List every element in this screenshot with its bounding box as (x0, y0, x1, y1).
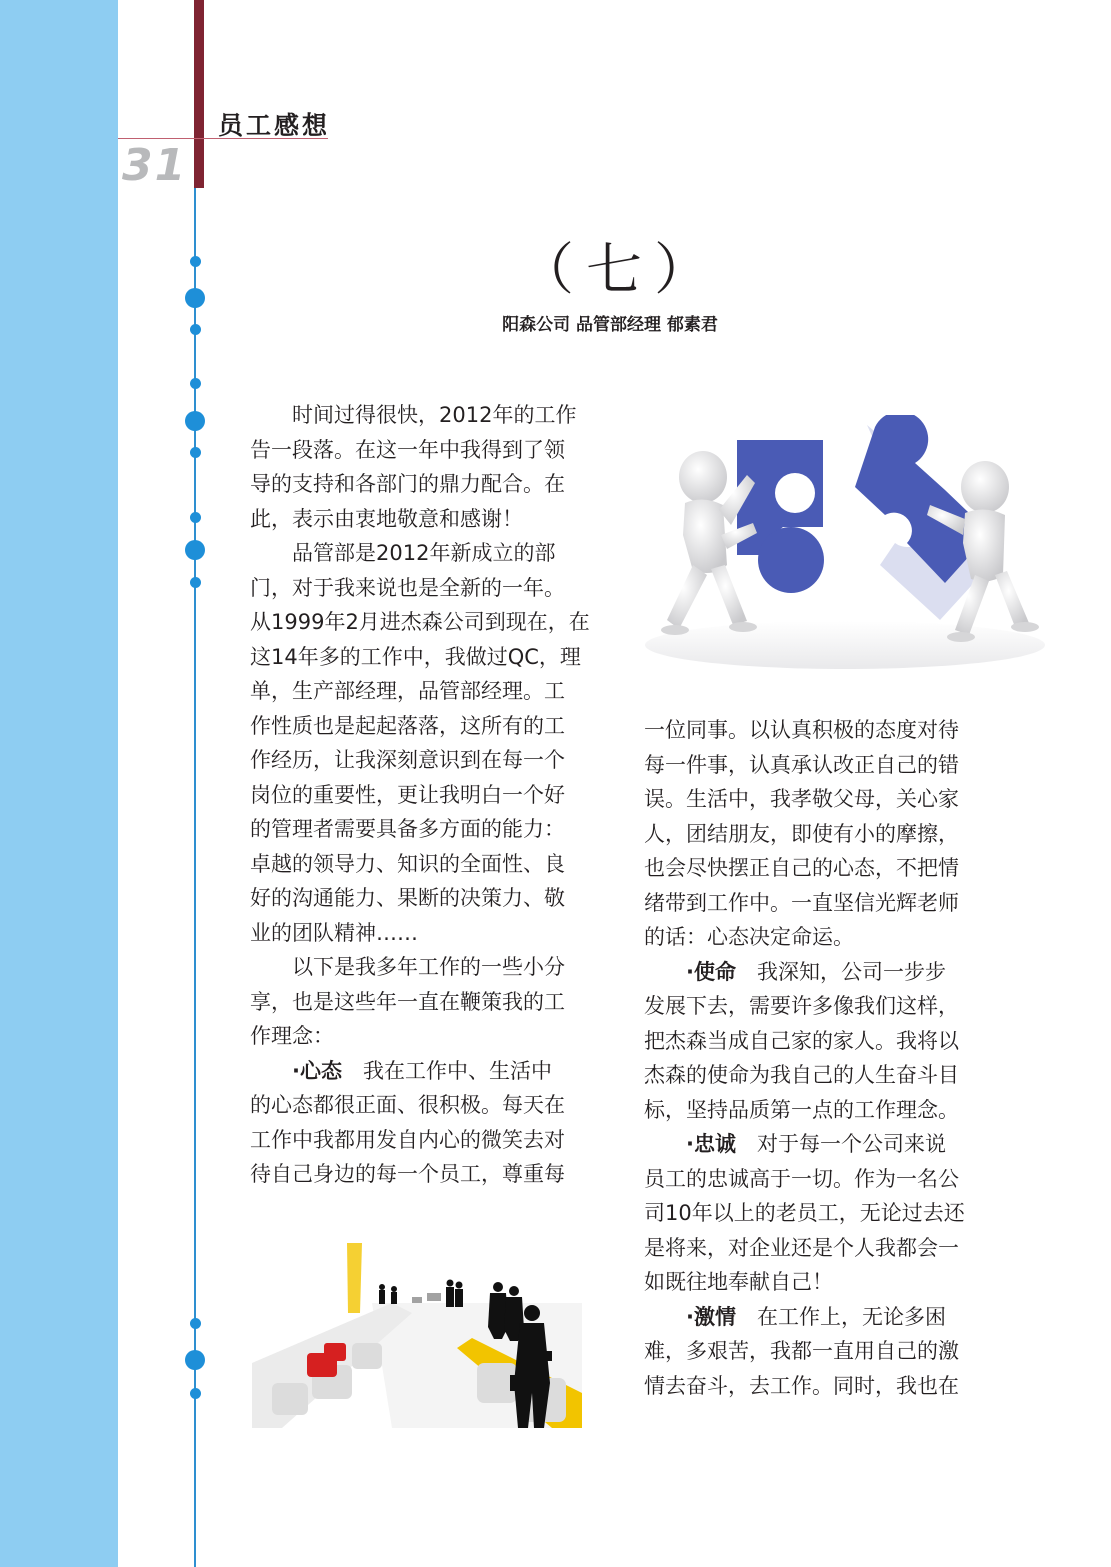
margin-dot-small (190, 1388, 201, 1399)
right-text-column (644, 713, 994, 1403)
margin-dot-large (185, 1350, 205, 1370)
line-text: 以下是我多年工作的一些小分 (292, 955, 565, 979)
section-title: 员工感想 (218, 111, 331, 140)
line-text: 单，生产部经理，品管部经理。工 (250, 679, 565, 703)
paragraph-line (644, 713, 994, 748)
paragraph-line (644, 886, 994, 921)
bullet-label: ·忠诚 (686, 1132, 736, 1156)
line-text: 我深知，公司一步步 (735, 959, 946, 984)
paragraph-line (250, 709, 602, 744)
paragraph-line (644, 1196, 994, 1231)
bullet-label: ·使命 (686, 959, 736, 984)
line-text: 杰森的使命为我自己的人生奋斗目 (644, 1063, 959, 1087)
line-text: 是将来，对企业还是个人我都会一 (644, 1235, 959, 1260)
margin-dot-large (185, 540, 205, 560)
paragraph-line (250, 536, 602, 571)
line-text: 的管理者需要具备多方面的能力： (250, 817, 565, 841)
paragraph-line (250, 950, 602, 985)
paragraph-line (250, 1157, 602, 1192)
paragraph-line (644, 920, 994, 955)
line-text: 作性质也是起起落落，这所有的工 (250, 713, 565, 738)
margin-dot-small (190, 378, 201, 389)
line-text: 享，也是这些年一直在鞭策我的工 (250, 989, 565, 1014)
paragraph-line (250, 985, 602, 1020)
paragraph-line (250, 433, 602, 468)
line-text: 工作中我都用发自内心的微笑去对 (250, 1127, 565, 1152)
line-text: 待自己身边的每一个员工，尊重每 (250, 1162, 565, 1186)
line-text: 门，对于我来说也是全新的一年。 (250, 575, 565, 600)
paragraph-line (644, 1369, 994, 1404)
paragraph-line (644, 851, 994, 886)
paragraph-line (250, 847, 602, 882)
margin-dot-small (190, 512, 201, 523)
page-number: 31 (122, 140, 188, 191)
paragraph-line (644, 1058, 994, 1093)
paragraph-line (250, 1088, 602, 1123)
line-text: 把杰森当成自己家的家人。我将以 (644, 1028, 959, 1053)
article-byline: 阳森公司 品管部经理 郁素君 (502, 315, 718, 335)
line-text: 在工作上，无论多困 (735, 1304, 946, 1329)
left-text-column (250, 398, 602, 1192)
margin-dot-large (185, 288, 205, 308)
paragraph-line (644, 1300, 994, 1335)
line-text: 也会尽快摆正自己的心态，不把情 (644, 856, 959, 880)
paragraph-line (250, 605, 602, 640)
paragraph-line (644, 1024, 994, 1059)
paragraph-line (250, 743, 602, 778)
paragraph-line (250, 812, 602, 847)
puzzle-figures-illustration (645, 415, 1045, 670)
paragraph-line (644, 1265, 994, 1300)
paragraph-line (644, 1127, 994, 1162)
header-accent-bar (194, 0, 204, 188)
line-text: 业的团队精神…… (250, 920, 418, 945)
paragraph-line (250, 778, 602, 813)
paragraph-line (250, 674, 602, 709)
line-text: 误。生活中，我孝敬父母，关心家 (644, 787, 959, 811)
paragraph-line (250, 502, 602, 537)
paragraph-line (250, 640, 602, 675)
paragraph-line (644, 1093, 994, 1128)
left-sidebar-band (0, 0, 118, 1567)
paragraph-line (250, 1019, 602, 1054)
paragraph-line (250, 398, 602, 433)
margin-dot-small (190, 1318, 201, 1329)
line-text: 人，团结朋友，即使有小的摩擦， (644, 821, 959, 846)
paragraph-line (250, 571, 602, 606)
line-text: 情去奋斗，去工作。同时，我也在 (644, 1373, 959, 1398)
paragraph-line (250, 467, 602, 502)
margin-dot-large (185, 411, 205, 431)
line-text: 难，多艰苦，我都一直用自己的激 (644, 1339, 959, 1363)
line-text: 这14年多的工作中，我做过QC，理 (250, 644, 581, 669)
line-text: 司10年以上的老员工，无论过去还 (644, 1201, 965, 1225)
line-text: 对于每一个公司来说 (735, 1132, 946, 1156)
paragraph-line (250, 881, 602, 916)
margin-dot-small (190, 324, 201, 335)
line-text: 岗位的重要性，更让我明白一个好 (250, 782, 565, 807)
line-text: 告一段落。在这一年中我得到了领 (250, 437, 565, 462)
paragraph-line (644, 1231, 994, 1266)
bullet-label: ·激情 (686, 1304, 736, 1329)
line-text: 导的支持和各部门的鼎力配合。在 (250, 472, 565, 496)
paragraph-line (644, 1162, 994, 1197)
line-text: 的话：心态决定命运。 (644, 925, 854, 949)
line-text: 作理念： (250, 1024, 334, 1048)
margin-dot-small (190, 447, 201, 458)
paragraph-line (644, 748, 994, 783)
line-text: 品管部是2012年新成立的部 (292, 541, 556, 565)
line-text: 标，坚持品质第一点的工作理念。 (644, 1097, 959, 1122)
line-text: 如既往地奉献自己！ (644, 1270, 833, 1294)
bullet-label: ·心态 (292, 1058, 342, 1083)
line-text: 从1999年2月进杰森公司到现在，在 (250, 610, 590, 634)
paragraph-line (644, 782, 994, 817)
line-text: 员工的忠诚高于一切。作为一名公 (644, 1166, 959, 1191)
paragraph-line (644, 817, 994, 852)
paragraph-line (250, 1123, 602, 1158)
margin-dot-small (190, 577, 201, 588)
line-text: 作经历，让我深刻意识到在每一个 (250, 748, 565, 772)
line-text: 绪带到工作中。一直坚信光辉老师 (644, 890, 959, 915)
line-text: 我在工作中、生活中 (341, 1058, 552, 1083)
paragraph-line (250, 916, 602, 951)
line-text: 一位同事。以认真积极的态度对待 (644, 718, 959, 742)
line-text: 时间过得很快，2012年的工作 (292, 403, 577, 427)
line-text: 好的沟通能力、果断的决策力、敬 (250, 886, 565, 910)
paragraph-line (644, 1334, 994, 1369)
business-people-puzzle-illustration (252, 1243, 582, 1428)
line-text: 发展下去，需要许多像我们这样， (644, 994, 959, 1018)
line-text: 卓越的领导力、知识的全面性、良 (250, 851, 565, 876)
line-text: 每一件事，认真承认改正自己的错 (644, 752, 959, 777)
paragraph-line (644, 955, 994, 990)
line-text: 的心态都很正面、很积极。每天在 (250, 1093, 565, 1117)
paragraph-line (644, 989, 994, 1024)
margin-dot-small (190, 256, 201, 267)
line-text: 此，表示由衷地敬意和感谢！ (250, 506, 523, 531)
paragraph-line (250, 1054, 602, 1089)
article-title: （七） (518, 238, 722, 303)
